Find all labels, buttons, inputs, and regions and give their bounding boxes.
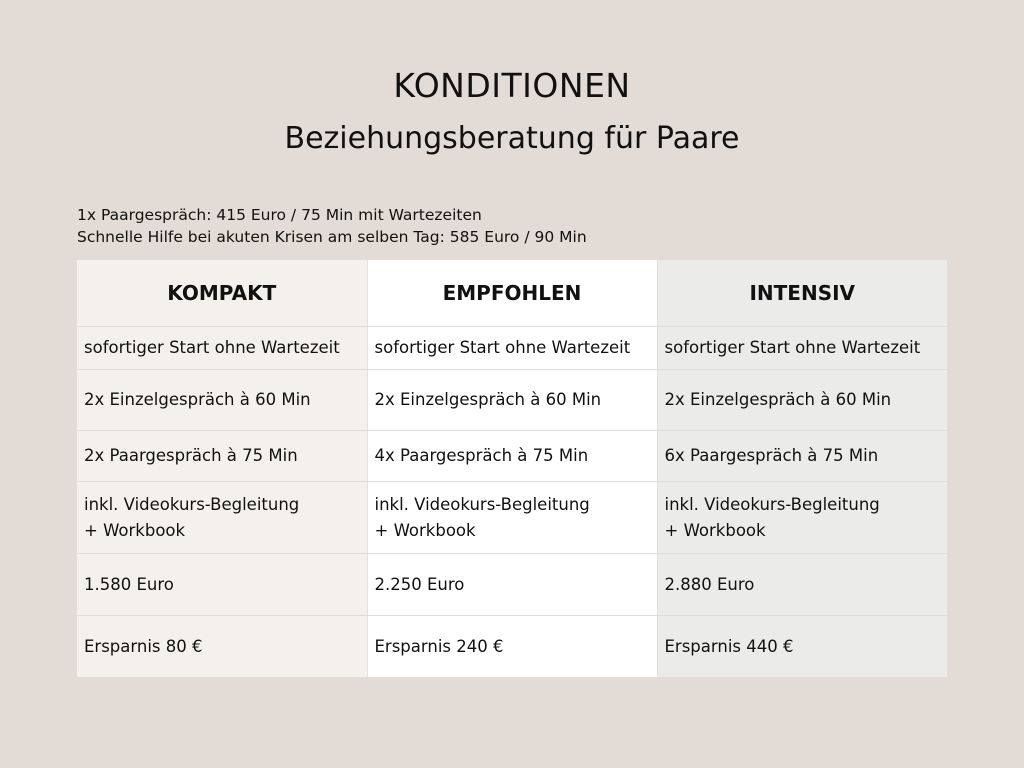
workbook-text: + Workbook [374, 520, 476, 540]
price-cell: 2.880 Euro [657, 554, 947, 616]
table-row [77, 554, 947, 616]
videokurs-text: inkl. Videokurs-Begleitung [374, 494, 590, 514]
crisis-session-price: Schnelle Hilfe bei akuten Krisen am selben Tag: 585 Euro / 90 Min [77, 228, 587, 246]
videokurs-text: inkl. Videokurs-Begleitung [84, 494, 300, 514]
plan-header-intensiv: INTENSIV [657, 260, 947, 327]
plan-header-empfohlen: EMPFOHLEN [367, 260, 657, 327]
plan-header-kompakt: KOMPAKT [77, 260, 367, 327]
table-cell [657, 482, 947, 554]
table-row [77, 482, 947, 554]
workbook-text: + Workbook [664, 520, 766, 540]
table-cell: 2x Paargespräch à 75 Min [77, 431, 367, 482]
table-cell [367, 482, 657, 554]
table-header-row [77, 260, 947, 327]
pricing-table [77, 260, 947, 677]
single-session-price: 1x Paargespräch: 415 Euro / 75 Min mit Wartezeiten [77, 206, 482, 224]
table-cell: 6x Paargespräch à 75 Min [657, 431, 947, 482]
table-row [77, 616, 947, 678]
table-cell: 2x Einzelgespräch à 60 Min [367, 370, 657, 431]
table-cell: sofortiger Start ohne Wartezeit [77, 327, 367, 370]
table-row [77, 370, 947, 431]
table-cell: sofortiger Start ohne Wartezeit [367, 327, 657, 370]
table-row [77, 431, 947, 482]
table-cell: sofortiger Start ohne Wartezeit [657, 327, 947, 370]
table-cell [77, 482, 367, 554]
table-cell: 2x Einzelgespräch à 60 Min [77, 370, 367, 431]
table-cell: 4x Paargespräch à 75 Min [367, 431, 657, 482]
page-title: KONDITIONEN [393, 66, 631, 105]
table-cell: 2x Einzelgespräch à 60 Min [657, 370, 947, 431]
intro-text [77, 204, 587, 248]
table-row [77, 327, 947, 370]
workbook-text: + Workbook [84, 520, 186, 540]
price-cell: 2.250 Euro [367, 554, 657, 616]
page-subtitle: Beziehungsberatung für Paare [284, 121, 740, 156]
savings-cell: Ersparnis 240 € [367, 616, 657, 678]
videokurs-text: inkl. Videokurs-Begleitung [664, 494, 880, 514]
savings-cell: Ersparnis 440 € [657, 616, 947, 678]
price-cell: 1.580 Euro [77, 554, 367, 616]
savings-cell: Ersparnis 80 € [77, 616, 367, 678]
